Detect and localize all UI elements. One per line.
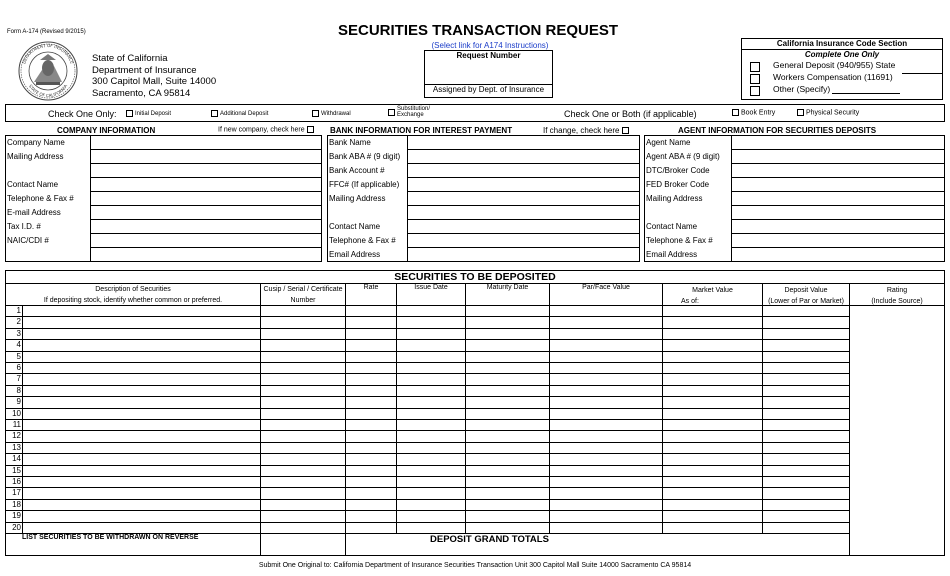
code-option-other: Other (Specify) bbox=[773, 84, 831, 94]
table-row[interactable] bbox=[5, 453, 850, 454]
row-number: 17 bbox=[12, 488, 21, 498]
physical-security-option[interactable]: Physical Security bbox=[797, 109, 859, 116]
bank-input-line[interactable] bbox=[407, 177, 640, 178]
row-number: 14 bbox=[12, 454, 21, 464]
email-address-label: E-mail Address bbox=[7, 208, 61, 217]
company-input-line[interactable] bbox=[90, 149, 322, 150]
row-number: 18 bbox=[12, 499, 21, 509]
table-row[interactable] bbox=[5, 419, 850, 420]
table-row[interactable] bbox=[5, 316, 850, 317]
company-field-labels bbox=[7, 136, 74, 248]
securities-section bbox=[5, 270, 945, 556]
col-rating-header: Rating (Include Source) bbox=[871, 287, 923, 305]
col-rate-header: Rate bbox=[363, 284, 379, 291]
other-checkbox[interactable] bbox=[750, 86, 760, 96]
col-par-header: Par/Face Value bbox=[582, 284, 630, 291]
company-input-line[interactable] bbox=[90, 177, 322, 178]
bank-email-label: Email Address bbox=[329, 250, 381, 259]
agent-contact-label: Contact Name bbox=[646, 222, 698, 231]
row-number: 3 bbox=[16, 328, 21, 338]
row-number: 11 bbox=[12, 420, 21, 429]
workers-comp-checkbox[interactable] bbox=[750, 74, 760, 84]
page-title: SECURITIES TRANSACTION REQUEST bbox=[337, 22, 619, 39]
bank-input-line[interactable] bbox=[407, 191, 640, 192]
col-issue-date-header: Issue Date bbox=[414, 284, 448, 291]
request-number-input[interactable] bbox=[426, 61, 551, 82]
row-number: 2 bbox=[16, 317, 21, 327]
table-row[interactable] bbox=[5, 362, 850, 363]
row-number: 5 bbox=[16, 351, 21, 361]
agent-email-label: Email Address bbox=[646, 250, 698, 259]
seal-top-text: DEPARTMENT OF INSURANCE bbox=[21, 42, 75, 65]
mailing-address-label: Mailing Address bbox=[7, 152, 64, 161]
agent-heading: AGENT INFORMATION FOR SECURITIES DEPOSITS bbox=[678, 126, 877, 135]
col-cusip-header: Cusip / Serial / Certificate Number bbox=[263, 286, 343, 304]
company-name-label: Company Name bbox=[7, 138, 65, 147]
check-one-label: Check One Only: bbox=[48, 109, 117, 119]
bank-name-label: Bank Name bbox=[329, 138, 371, 147]
seal-bottom-text: STATE OF CALIFORNIA bbox=[27, 83, 69, 99]
agent-mailing-label: Mailing Address bbox=[646, 194, 703, 203]
bank-input-line[interactable] bbox=[407, 205, 640, 206]
instructions-link[interactable]: (Select link for A174 Instructions) bbox=[431, 41, 549, 50]
col-description-header: Description of Securities If depositing stock, identify whether common or preferred. bbox=[43, 286, 223, 304]
contact-name-label: Contact Name bbox=[7, 180, 59, 189]
company-input-line[interactable] bbox=[90, 247, 322, 248]
col-maturity-header: Maturity Date bbox=[486, 284, 529, 291]
agent-input-line[interactable] bbox=[731, 149, 945, 150]
bank-input-line[interactable] bbox=[407, 149, 640, 150]
footer-submit-note: Submit One Original to: California Department of Insurance Securities Transaction Unit 300 Capitol Mall Suite 14000 Sacramento CA 95814 bbox=[258, 562, 692, 569]
row-number: 8 bbox=[16, 385, 21, 395]
code-option-workers: Workers Compensation (11691) bbox=[773, 72, 893, 82]
table-row[interactable] bbox=[5, 408, 850, 409]
dtc-broker-label: DTC/Broker Code bbox=[646, 166, 710, 175]
row-number: 1 bbox=[16, 306, 21, 315]
naic-cdi-label: NAIC/CDI # bbox=[7, 236, 49, 245]
table-row[interactable] bbox=[5, 442, 850, 443]
telephone-fax-label: Telephone & Fax # bbox=[7, 194, 74, 203]
row-number: 9 bbox=[16, 397, 21, 407]
bank-heading: BANK INFORMATION FOR INTEREST PAYMENT bbox=[330, 126, 513, 135]
state-line[interactable] bbox=[902, 73, 942, 74]
table-row[interactable] bbox=[5, 328, 850, 329]
check-one-or-both-label: Check One or Both (if applicable) bbox=[564, 109, 697, 119]
bank-input-line[interactable] bbox=[407, 247, 640, 248]
table-row[interactable] bbox=[5, 396, 850, 397]
table-row[interactable] bbox=[5, 385, 850, 386]
table-row[interactable] bbox=[5, 339, 850, 340]
form-number: Form A-174 (Revised 9/2015) bbox=[7, 29, 86, 35]
agent-telephone-label: Telephone & Fax # bbox=[646, 236, 713, 245]
department-seal bbox=[14, 40, 82, 102]
row-number: 10 bbox=[12, 408, 21, 418]
row-number: 19 bbox=[12, 511, 21, 521]
book-entry-option[interactable]: Book Entry bbox=[732, 109, 775, 116]
table-row[interactable] bbox=[5, 465, 850, 466]
company-input-line[interactable] bbox=[90, 219, 322, 220]
substitution-option[interactable]: Substitution/ Exchange bbox=[388, 106, 430, 118]
row-number: 15 bbox=[12, 465, 21, 475]
bank-input-line[interactable] bbox=[407, 219, 640, 220]
table-row[interactable] bbox=[5, 351, 850, 352]
table-row[interactable] bbox=[5, 373, 850, 374]
agent-name-label: Agent Name bbox=[646, 138, 691, 147]
bank-account-label: Bank Account # bbox=[329, 166, 385, 175]
withdraw-note: LIST SECURITIES TO BE WITHDRAWN ON REVERSE bbox=[22, 534, 199, 541]
bank-contact-label: Contact Name bbox=[329, 222, 381, 231]
code-section-box: California Insurance Code Section Complete One Only bbox=[741, 38, 943, 100]
securities-title: SECURITIES TO BE DEPOSITED bbox=[394, 271, 556, 283]
bank-input-line[interactable] bbox=[407, 163, 640, 164]
agent-input-line[interactable] bbox=[731, 247, 945, 248]
code-option-general: General Deposit (940/955) State bbox=[773, 60, 896, 70]
general-deposit-checkbox[interactable] bbox=[750, 62, 760, 72]
agency-address: State of California Department of Insurance 300 Capitol Mall, Suite 14000 Sacramento, CA 95814 bbox=[92, 53, 217, 99]
agent-input-line[interactable] bbox=[731, 233, 945, 234]
agent-input-line[interactable] bbox=[731, 219, 945, 220]
bank-change-option[interactable]: If change, check here bbox=[543, 126, 631, 135]
other-specify-line[interactable] bbox=[832, 93, 900, 94]
agent-input-line[interactable] bbox=[731, 177, 945, 178]
table-row[interactable] bbox=[5, 510, 850, 511]
row-number: 20 bbox=[12, 522, 21, 532]
bank-mailing-label: Mailing Address bbox=[329, 194, 386, 203]
company-heading: COMPANY INFORMATION bbox=[57, 126, 156, 135]
table-row[interactable] bbox=[5, 522, 850, 523]
bank-field-labels bbox=[329, 136, 400, 262]
bank-telephone-label: Telephone & Fax # bbox=[329, 236, 396, 245]
bank-aba-label: Bank ABA # (9 digit) bbox=[329, 152, 401, 161]
row-number: 6 bbox=[16, 363, 21, 372]
agent-input-line[interactable] bbox=[731, 205, 945, 206]
agent-aba-label: Agent ABA # (9 digit) bbox=[646, 152, 720, 161]
additional-deposit-option[interactable]: Additional Deposit bbox=[211, 110, 268, 117]
row-number: 7 bbox=[16, 374, 21, 384]
table-row[interactable] bbox=[5, 476, 850, 477]
grand-totals-label: DEPOSIT GRAND TOTALS bbox=[430, 534, 549, 545]
fed-broker-label: FED Broker Code bbox=[646, 180, 710, 189]
agent-field-labels bbox=[646, 136, 720, 262]
row-number: 16 bbox=[12, 477, 21, 486]
table-row[interactable] bbox=[5, 430, 850, 431]
bank-input-line[interactable] bbox=[407, 233, 640, 234]
row-number: 12 bbox=[12, 431, 21, 441]
initial-deposit-option[interactable]: Initial Deposit bbox=[126, 110, 171, 117]
company-input-line[interactable] bbox=[90, 163, 322, 164]
agent-input-line[interactable] bbox=[731, 191, 945, 192]
col-deposit-header: Deposit Value (Lower of Par or Market) bbox=[768, 287, 844, 305]
table-row[interactable] bbox=[5, 499, 850, 500]
withdrawal-option[interactable]: Withdrawal bbox=[312, 110, 351, 117]
new-company-option[interactable]: If new company, check here bbox=[218, 126, 316, 133]
company-input-line[interactable] bbox=[90, 191, 322, 192]
agent-input-line[interactable] bbox=[731, 163, 945, 164]
company-input-line[interactable] bbox=[90, 233, 322, 234]
col-market-header: Market Value As of: bbox=[681, 287, 733, 305]
request-number-box: Request Number Assigned by Dept. of Insurance bbox=[424, 50, 553, 98]
company-input-line[interactable] bbox=[90, 205, 322, 206]
row-number: 4 bbox=[16, 340, 21, 350]
table-row[interactable] bbox=[5, 487, 850, 488]
ffc-label: FFC# (If applicable) bbox=[329, 180, 400, 189]
tax-id-label: Tax I.D. # bbox=[7, 222, 41, 231]
row-number: 13 bbox=[12, 442, 21, 452]
